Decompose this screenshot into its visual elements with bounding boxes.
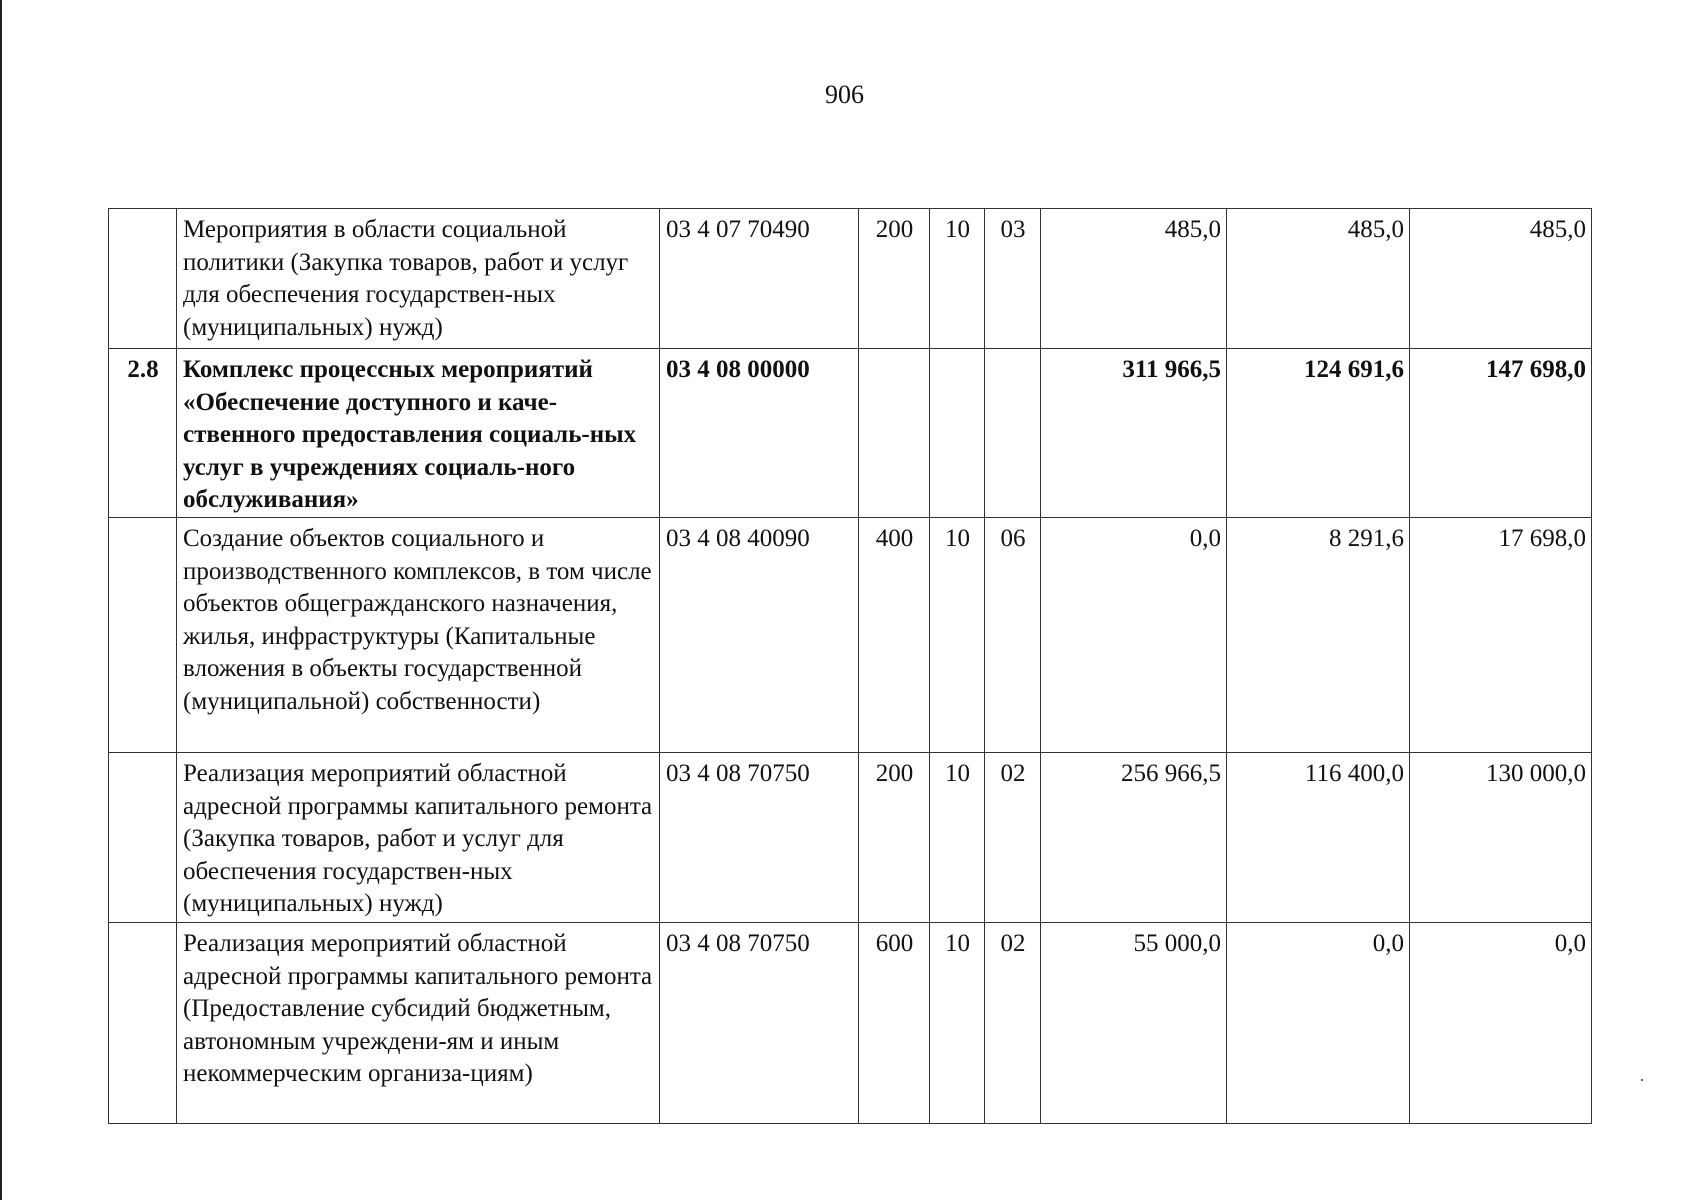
row-number (109, 518, 177, 753)
table-row (109, 923, 1592, 1124)
row-vr: 600 (859, 923, 930, 1124)
row-pr: 02 (985, 753, 1041, 923)
row-name: Мероприятия в области социальной политики (Закупка товаров, работ и услуг для обеспечения государствен-ных (муниципальных) нужд) (177, 209, 660, 349)
row-code: 03 4 08 70750 (660, 923, 859, 1124)
row-value-1: 256 966,5 (1041, 753, 1227, 923)
row-pr (985, 349, 1041, 518)
row-value-3: 147 698,0 (1410, 349, 1592, 518)
row-value-3: 0,0 (1410, 923, 1592, 1124)
row-name: Реализация мероприятий областной адресной программы капитального ремонта (Закупка товаров, работ и услуг для обеспечения государствен-ных (муниципальных) нужд) (177, 753, 660, 923)
row-rz: 10 (930, 753, 985, 923)
budget-table (108, 208, 1592, 1124)
row-vr: 400 (859, 518, 930, 753)
row-pr: 02 (985, 923, 1041, 1124)
row-value-2: 116 400,0 (1227, 753, 1410, 923)
row-rz: 10 (930, 923, 985, 1124)
row-value-3: 485,0 (1410, 209, 1592, 349)
row-pr: 06 (985, 518, 1041, 753)
table-row (109, 209, 1592, 349)
row-code: 03 4 08 70750 (660, 753, 859, 923)
row-vr: 200 (859, 209, 930, 349)
row-number (109, 753, 177, 923)
row-number (109, 209, 177, 349)
row-value-3: 17 698,0 (1410, 518, 1592, 753)
row-number (109, 923, 177, 1124)
row-vr (859, 349, 930, 518)
row-name: Реализация мероприятий областной адресной программы капитального ремонта (Предоставление субсидий бюджетным, автономным учреждени-ям и иным некоммерческим организа-циям) (177, 923, 660, 1124)
row-rz: 10 (930, 209, 985, 349)
table-row (109, 349, 1592, 518)
table-row (109, 518, 1592, 753)
row-value-1: 0,0 (1041, 518, 1227, 753)
page-number: 906 (825, 80, 864, 109)
row-value-2: 0,0 (1227, 923, 1410, 1124)
row-value-3: 130 000,0 (1410, 753, 1592, 923)
row-code: 03 4 07 70490 (660, 209, 859, 349)
row-value-2: 485,0 (1227, 209, 1410, 349)
row-value-1: 55 000,0 (1041, 923, 1227, 1124)
table-row (109, 753, 1592, 923)
row-code: 03 4 08 00000 (660, 349, 859, 518)
row-value-1: 485,0 (1041, 209, 1227, 349)
row-rz: 10 (930, 518, 985, 753)
row-value-1: 311 966,5 (1041, 349, 1227, 518)
scan-speck (1641, 1079, 1643, 1081)
row-code: 03 4 08 40090 (660, 518, 859, 753)
row-name: Создание объектов социального и производственного комплексов, в том числе объектов общегражданского назначения, жилья, инфраструктуры (Капитальные вложения в объекты государственной (муниципальной) собственности) (177, 518, 660, 753)
row-value-2: 8 291,6 (1227, 518, 1410, 753)
scan-left-edge (0, 0, 2, 1200)
row-rz (930, 349, 985, 518)
row-vr: 200 (859, 753, 930, 923)
row-name: Комплекс процессных мероприятий «Обеспечение доступного и каче-ственного предоставления социаль-ных услуг в учреждениях социаль-ного обслуживания» (177, 349, 660, 518)
row-number: 2.8 (109, 349, 177, 518)
row-value-2: 124 691,6 (1227, 349, 1410, 518)
row-pr: 03 (985, 209, 1041, 349)
